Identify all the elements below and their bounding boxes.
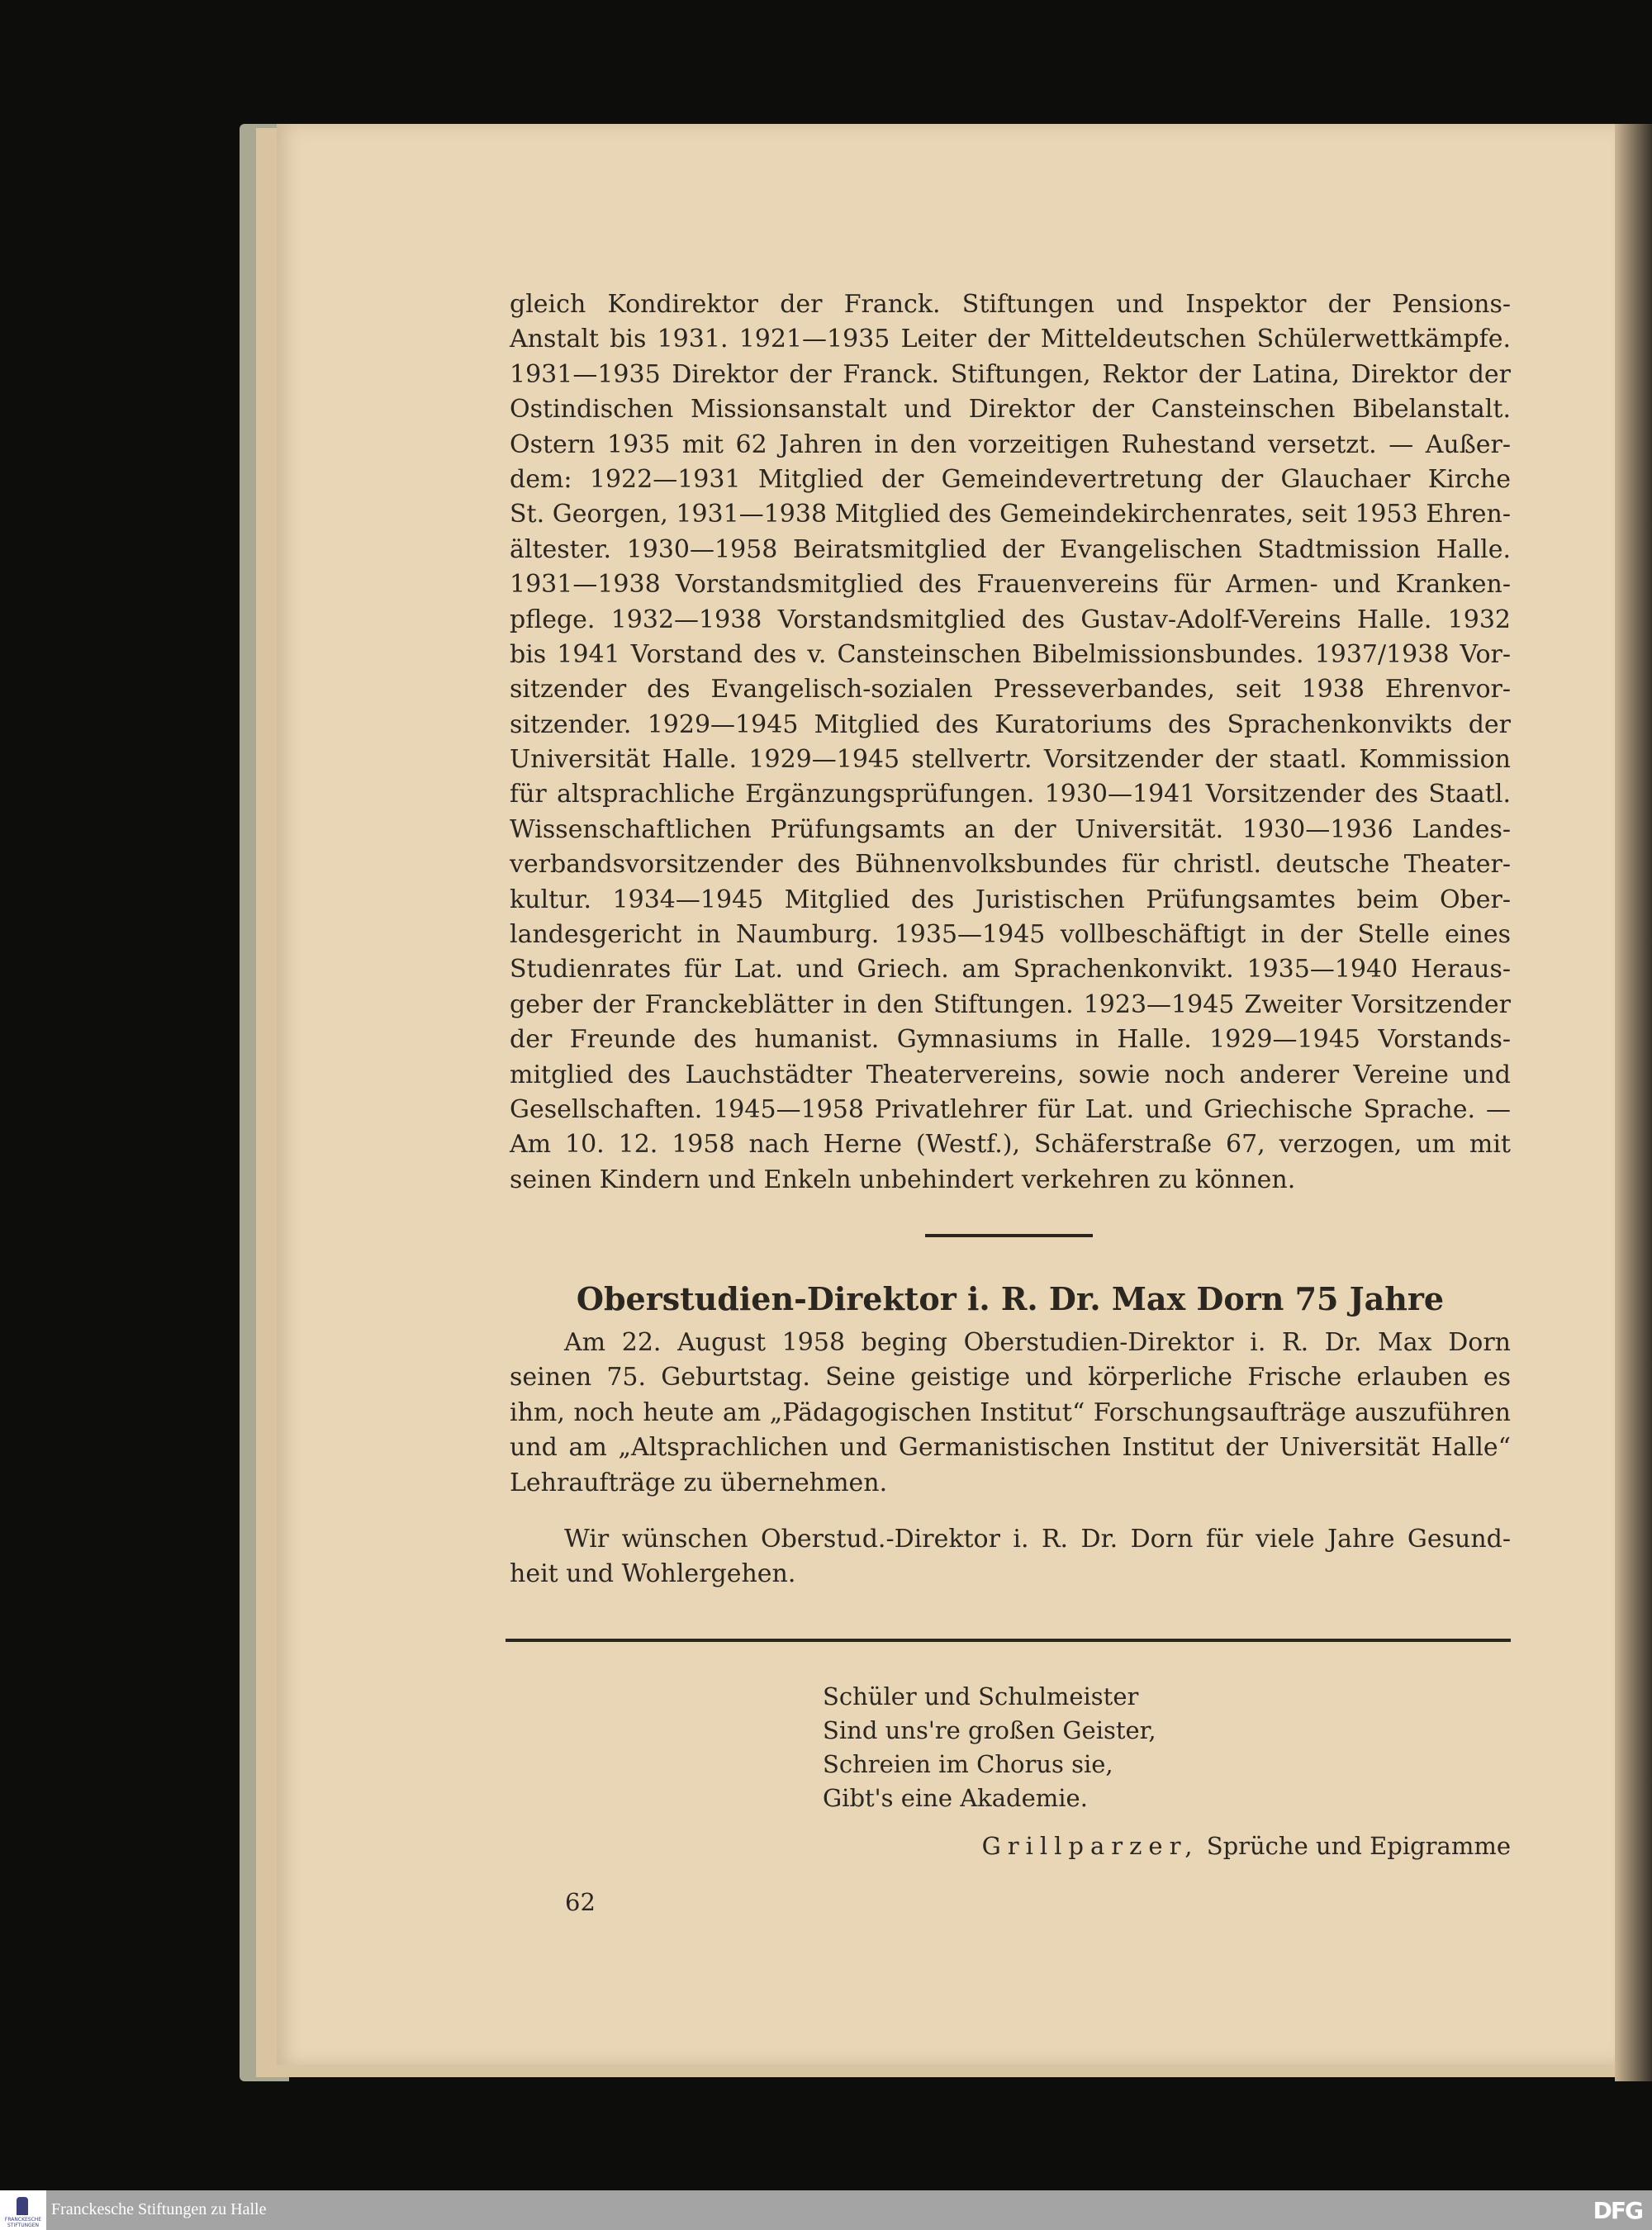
text-line: dem: 1922—1931 Mitglied der Gemeindevertretung der Glauchaer Kirche [510, 464, 1511, 494]
text-line: landesgericht in Naumburg. 1935—1945 vollbeschäftigt in der Stelle eines [510, 920, 1511, 950]
poem-attribution [982, 1832, 1511, 1860]
text-line: Studienrates für Lat. und Griech. am Sprachenkonvikt. 1935—1940 Heraus- [510, 955, 1511, 985]
text-line: verbandsvorsitzender des Bühnenvolksbundes für christl. deutsche Theater- [510, 850, 1511, 880]
text-line: der Freunde des humanist. Gymnasiums in Halle. 1929—1945 Vorstands- [510, 1025, 1511, 1055]
text-line: seinen Kindern und Enkeln unbehindert verkehren zu können. [510, 1165, 1296, 1194]
book-gutter [1615, 124, 1652, 2081]
article-paragraph-1 [510, 1326, 1511, 1501]
text-line: Lehraufträge zu übernehmen. [510, 1468, 888, 1497]
dfg-logo[interactable]: DFG [1593, 2197, 1642, 2224]
biography-text [510, 287, 1511, 1198]
logo-caption: FRANCKESCHE STIFTUNGEN [4, 2217, 42, 2228]
text-line: ihm, noch heute am „Pädagogischen Institut“ Forschungsaufträge auszuführen [510, 1397, 1511, 1427]
statue-icon [17, 2197, 28, 2215]
section-separator [925, 1234, 1093, 1237]
poem-line: Schreien im Chorus sie, [823, 1750, 1113, 1778]
text-line: Wissenschaftlichen Prüfungsamts an der Universität. 1930—1936 Landes- [510, 814, 1511, 844]
article-heading: Oberstudien-Direktor i. R. Dr. Max Dorn 75 Jahre [576, 1280, 1445, 1317]
page-number: 62 [565, 1888, 596, 1916]
attribution-author: Grillparzer, [981, 1832, 1199, 1860]
epigram-poem [823, 1680, 1156, 1815]
institution-name[interactable]: Franckesche Stiftungen zu Halle [51, 2200, 267, 2218]
text-line: mitglied des Lauchstädter Theatervereins, sowie noch anderer Vereine und [510, 1060, 1511, 1089]
text-line: ältester. 1930—1958 Beiratsmitglied der Evangelischen Stadtmission Halle. [510, 534, 1511, 564]
text-line: pflege. 1932—1938 Vorstandsmitglied des Gustav-Adolf-Vereins Halle. 1932 [510, 605, 1511, 634]
institution-logo[interactable] [0, 2190, 46, 2230]
text-line: kultur. 1934—1945 Mitglied des Juristischen Prüfungsamtes beim Ober- [510, 885, 1511, 914]
text-line: und am „Altsprachlichen und Germanistischen Institut der Universität Halle“ [510, 1433, 1511, 1463]
text-line: Am 22. August 1958 beging Oberstudien-Direktor i. R. Dr. Max Dorn [564, 1328, 1511, 1357]
text-line: gleich Kondirektor der Franck. Stiftungen und Inspektor der Pensions- [510, 290, 1511, 319]
poem-line: Gibt's eine Akademie. [823, 1784, 1088, 1812]
viewer-footer [0, 2190, 1652, 2230]
text-line: geber der Franckeblätter in den Stiftungen. 1923—1945 Zweiter Vorsitzender [510, 989, 1511, 1019]
text-line: Universität Halle. 1929—1945 stellvertr. Vorsitzender der staatl. Kommission [510, 745, 1511, 775]
text-line: Gesellschaften. 1945—1958 Privatlehrer für Lat. und Griechische Sprache. — [510, 1094, 1511, 1124]
text-line: 1931—1938 Vorstandsmitglied des Frauenvereins für Armen- und Kranken- [510, 570, 1511, 600]
attribution-work: Sprüche und Epigramme [1206, 1832, 1511, 1860]
text-line: Wir wünschen Oberstud.-Direktor i. R. Dr. Dorn für viele Jahre Gesund- [564, 1525, 1511, 1554]
poem-line: Schüler und Schulmeister [823, 1682, 1139, 1710]
horizontal-rule [506, 1639, 1511, 1642]
text-line: seinen 75. Geburtstag. Seine geistige und körperliche Frische erlauben es [510, 1363, 1511, 1393]
text-line: bis 1941 Vorstand des v. Cansteinschen Bibelmissionsbundes. 1937/1938 Vor- [510, 639, 1511, 669]
poem-line: Sind uns're großen Geister, [823, 1716, 1156, 1744]
text-line: für altsprachliche Ergänzungsprüfungen. 1930—1941 Vorsitzender des Staatl. [510, 780, 1511, 809]
text-line: sitzender. 1929—1945 Mitglied des Kuratoriums des Sprachenkonvikts der [510, 709, 1511, 739]
text-line: sitzender des Evangelisch-sozialen Presseverbandes, seit 1938 Ehrenvor- [510, 675, 1511, 705]
text-line: heit und Wohlergehen. [510, 1559, 796, 1589]
text-line: St. Georgen, 1931—1938 Mitglied des Gemeindekirchenrates, seit 1953 Ehren- [510, 500, 1511, 529]
article-paragraph-2 [510, 1522, 1511, 1592]
text-line: Anstalt bis 1931. 1921—1935 Leiter der Mitteldeutschen Schülerwettkämpfe. [510, 325, 1511, 354]
text-line: Ostindischen Missionsanstalt und Direktor der Cansteinschen Bibelanstalt. [510, 395, 1511, 425]
text-line: 1931—1935 Direktor der Franck. Stiftungen, Rektor der Latina, Direktor der [510, 359, 1511, 389]
text-line: Ostern 1935 mit 62 Jahren in den vorzeitigen Ruhestand versetzt. — Außer- [510, 429, 1511, 459]
text-line: Am 10. 12. 1958 nach Herne (Westf.), Schäferstraße 67, verzogen, um mit [510, 1130, 1511, 1160]
